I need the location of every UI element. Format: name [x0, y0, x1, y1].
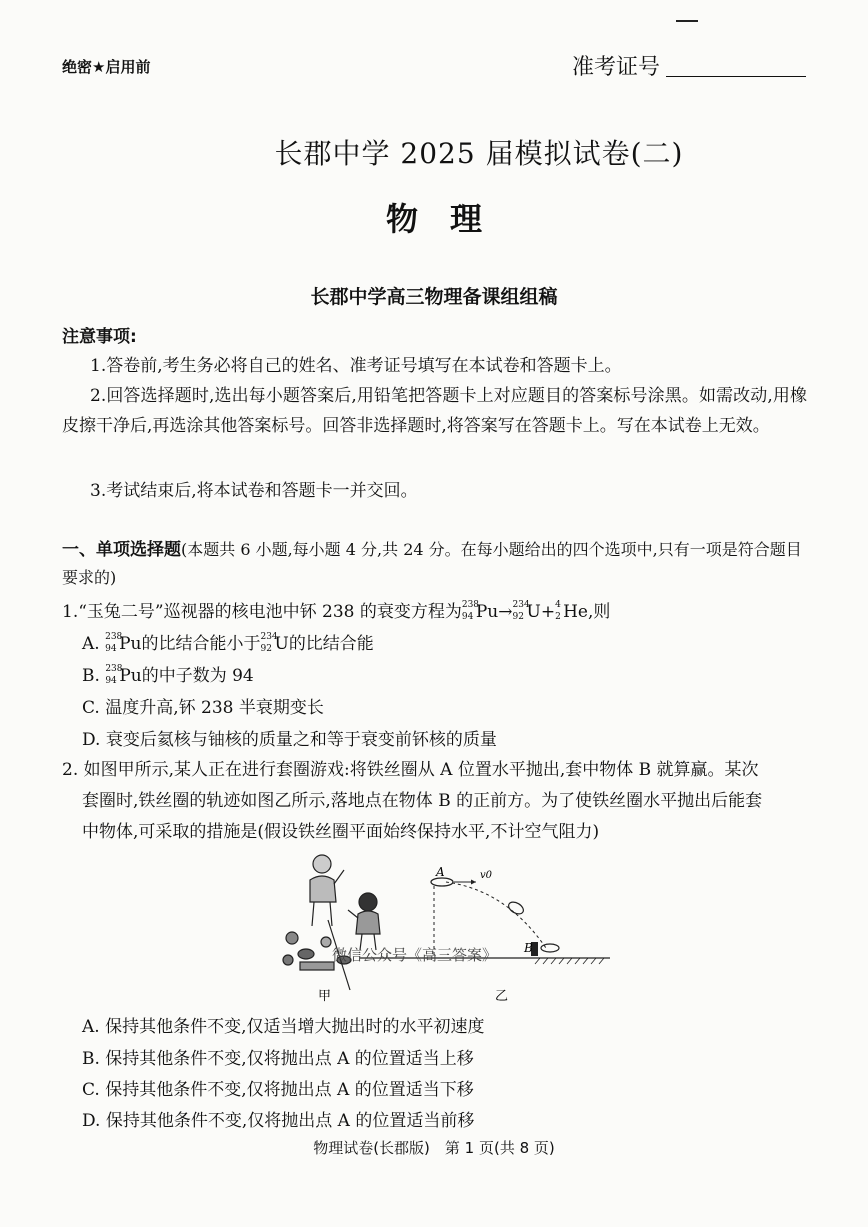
u-nuclide-a [260, 634, 288, 654]
section-title: 一、单项选择题 [62, 540, 181, 560]
ring-toss-figure [270, 850, 620, 1008]
u-mass-a: 234 [260, 632, 278, 642]
watermark: 微信公众号《高三答案》 [332, 946, 498, 964]
pu-symbol-a: Pu [119, 634, 142, 654]
pu-mass-b: 238 [105, 664, 123, 674]
u-z: 92 [512, 612, 524, 622]
he-mass: 4 [555, 600, 561, 610]
q1-then: ,则 [587, 602, 611, 622]
note-item-2: 2.回答选择题时,选出每小题答案后,用铅笔把答题卡上对应题目的答案标号涂黑。如需改动,用橡皮擦干净后,再选涂其他答案标号。回答非选择题时,将答案写在答题卡上。写在本试卷上无效。 [62, 386, 807, 436]
page-footer: 物理试卷(长郡版) 第 1 页(共 8 页) [313, 1139, 555, 1157]
notes-heading: 注意事项: [62, 327, 137, 347]
q1-stem-text: 1.“玉兔二号”巡视器的核电池中钚 238 的衰变方程为 [62, 602, 462, 622]
q1-option-c[interactable]: C. 温度升高,钚 238 半衰期变长 [82, 698, 324, 718]
u-symbol-a: U [274, 634, 289, 654]
question-2-stem [62, 755, 810, 848]
ground-hatch [535, 958, 604, 964]
exam-title: 长郡中学 2025 届模拟试卷(二) [274, 137, 684, 170]
u-mass: 234 [512, 600, 530, 610]
section-heading [62, 536, 808, 592]
u-symbol: U [526, 602, 541, 622]
figure-label-yi: 乙 [495, 989, 509, 1004]
author-line: 长郡中学高三物理备课组组稿 [310, 286, 558, 308]
pu-symbol: Pu [475, 602, 499, 622]
opt-b-prefix: B. [82, 666, 100, 686]
confidential-label: 绝密★启用前 [62, 58, 151, 76]
scan-mark [676, 20, 698, 22]
q2-option-a[interactable]: A. 保持其他条件不变,仅适当增大抛出时的水平初速度 [82, 1017, 485, 1037]
section-description: (本题共 6 小题,每小题 4 分,共 24 分。在每小题给出的四个选项中,只有一项是符合题目要求的) [62, 540, 802, 587]
opt-a-end: 的比结合能 [288, 634, 374, 654]
exam-number-field[interactable] [666, 76, 806, 77]
q2-line-2: 套圈时,铁丝圈的轨迹如图乙所示,落地点在物体 B 的正前方。为了使铁丝圈水平抛出后能套 [82, 791, 763, 811]
figure-jia-illustration [283, 855, 380, 990]
label-a: A [436, 865, 445, 879]
he-symbol: He [563, 602, 588, 622]
subject-title: 物 理 [385, 200, 482, 238]
pu-mass: 238 [461, 600, 480, 610]
q2-option-b[interactable]: B. 保持其他条件不变,仅将抛出点 A 的位置适当上移 [82, 1049, 474, 1069]
plus: + [540, 602, 556, 622]
q1-option-d[interactable]: D. 衰变后氦核与铀核的质量之和等于衰变前钚核的质量 [82, 730, 497, 750]
pu-symbol-b: Pu [119, 666, 142, 686]
pu-z: 94 [461, 612, 474, 622]
q2-option-c[interactable]: C. 保持其他条件不变,仅将抛出点 A 的位置适当下移 [82, 1080, 474, 1100]
pu-nuclide-a [105, 634, 141, 654]
pu-nuclide-b [105, 666, 141, 686]
pu-z-a: 94 [105, 644, 117, 654]
opt-a-prefix: A. [82, 634, 100, 654]
ring-at-a [431, 878, 453, 886]
opt-b-end: 的中子数为 94 [141, 666, 254, 686]
ring-landing [541, 944, 559, 952]
u-nuclide [513, 602, 541, 622]
arrow: → [498, 602, 513, 622]
q1-option-b[interactable] [82, 661, 254, 686]
note-item-1: 1.答卷前,考生务必将自己的姓名、准考证号填写在本试卷和答题卡上。 [90, 356, 622, 376]
label-b: B [524, 941, 533, 955]
pu-nuclide [462, 602, 498, 622]
q2-option-d[interactable]: D. 保持其他条件不变,仅将抛出点 A 的位置适当前移 [82, 1111, 475, 1131]
q2-line-3: 中物体,可采取的措施是(假设铁丝圈平面始终保持水平,不计空气阻力) [82, 822, 600, 842]
q2-line-1: 2. 如图甲所示,某人正在进行套圈游戏:将铁丝圈从 A 位置水平抛出,套中物体 B 就算赢。某次 [62, 760, 759, 780]
figure-label-jia: 甲 [318, 989, 332, 1004]
ring-mid [507, 900, 526, 917]
exam-number-label: 准考证号 [572, 55, 661, 80]
note-item-3: 3.考试结束后,将本试卷和答题卡一并交回。 [90, 481, 418, 501]
pu-z-b: 94 [105, 676, 117, 686]
question-1-stem [62, 597, 610, 622]
trajectory [446, 882, 546, 948]
he-nuclide [555, 602, 588, 622]
opt-a-mid: 的比结合能小于 [141, 634, 261, 654]
q1-option-a[interactable] [82, 629, 374, 654]
u-z-a: 92 [260, 644, 272, 654]
label-v0: v0 [480, 870, 493, 881]
he-z: 2 [555, 612, 561, 622]
pu-mass-a: 238 [105, 632, 123, 642]
